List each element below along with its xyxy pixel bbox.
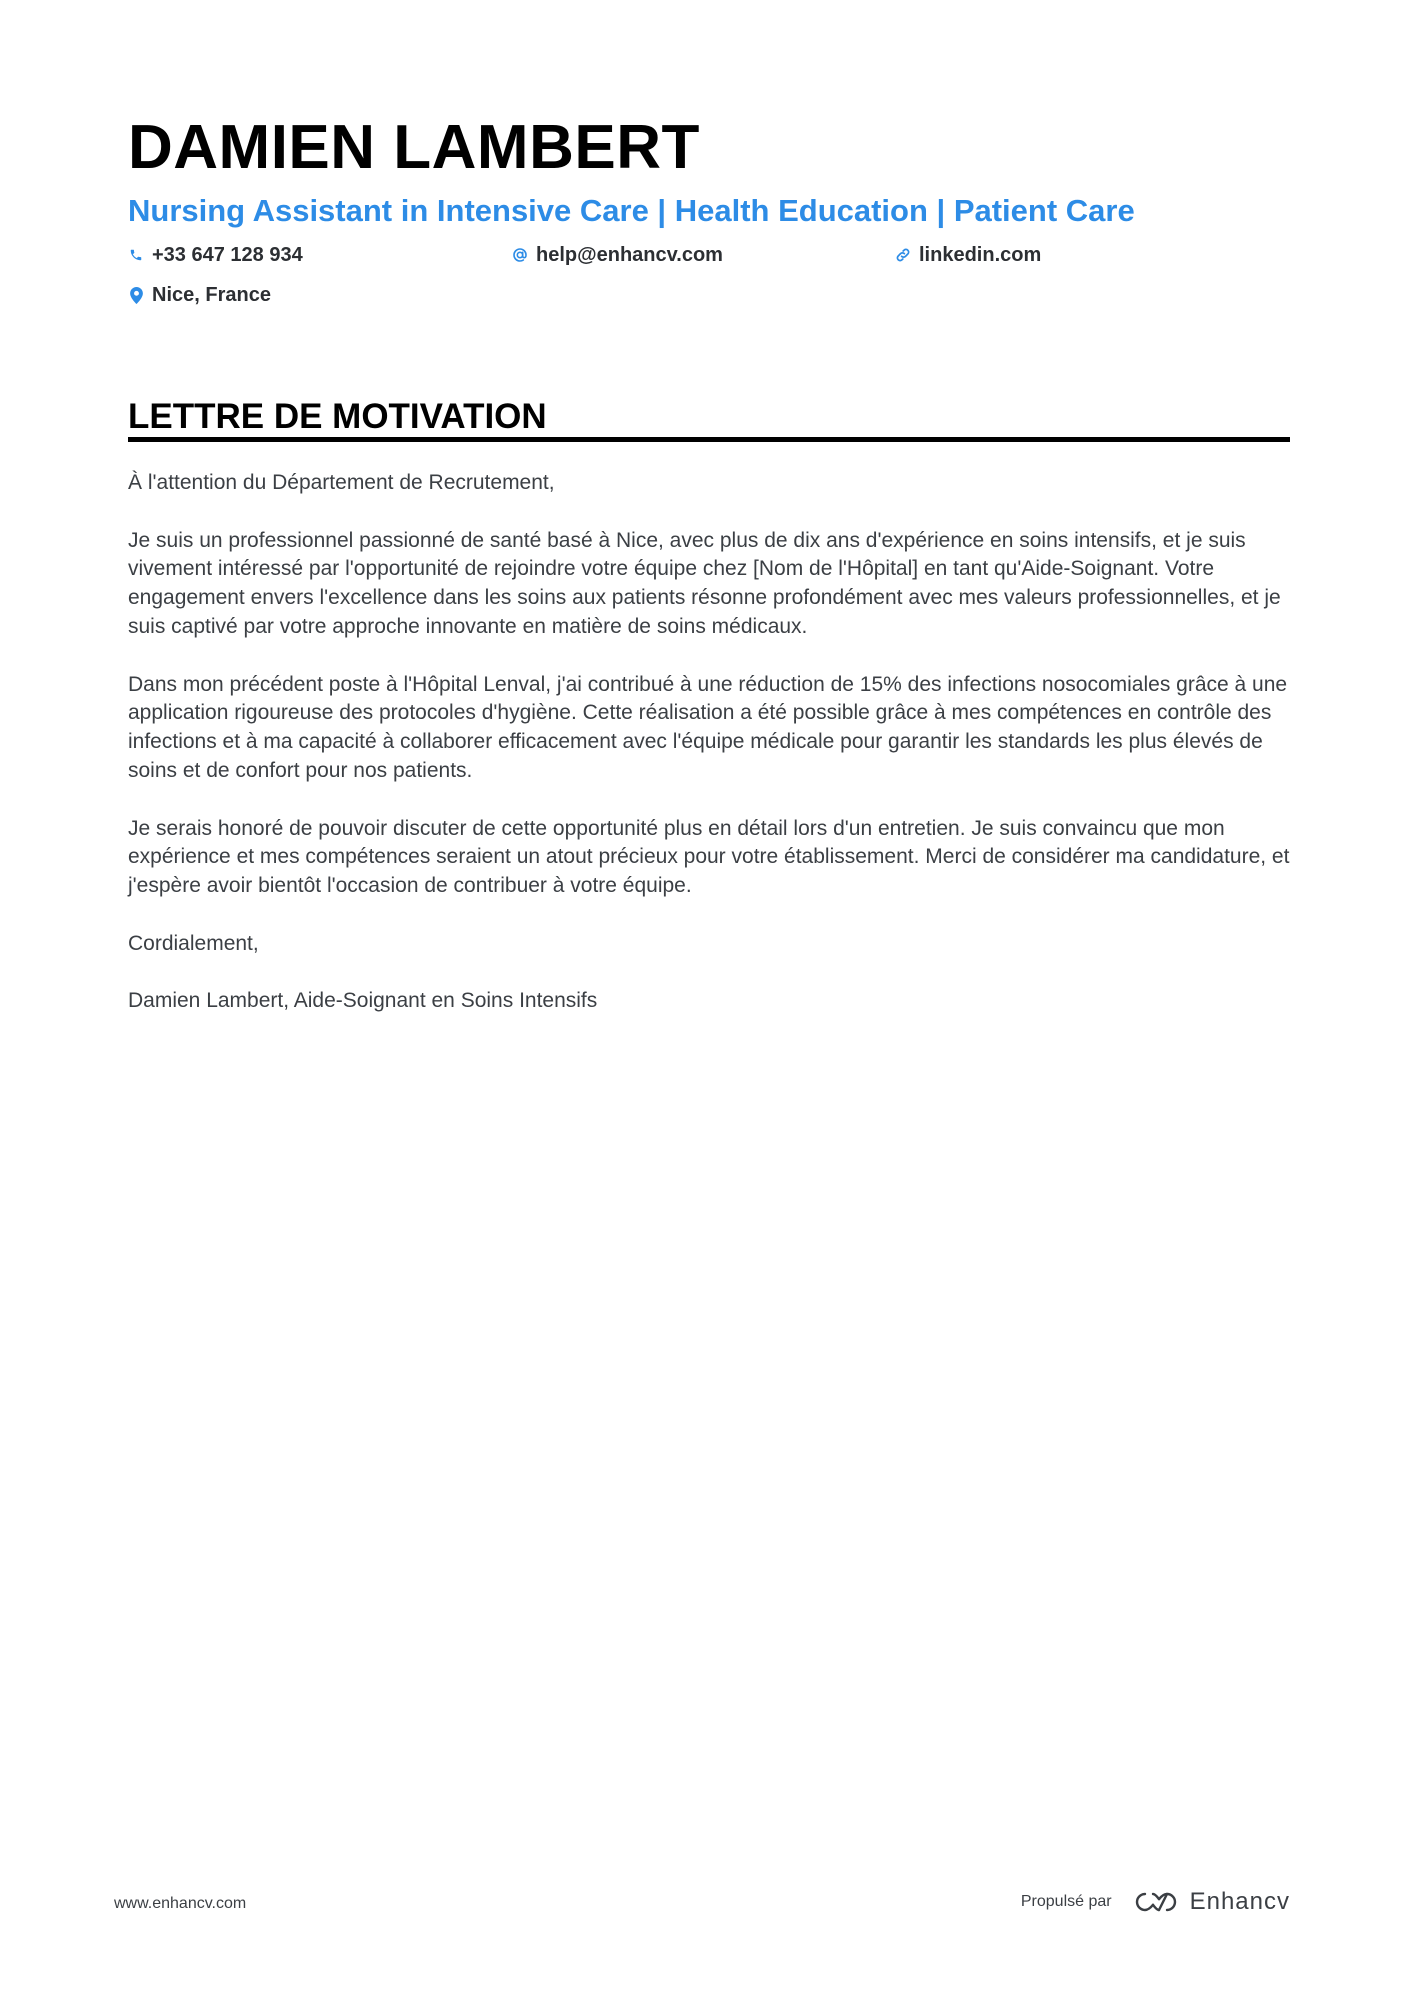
linkedin-text[interactable]: linkedin.com xyxy=(919,244,1042,266)
contact-location xyxy=(128,282,271,308)
phone-text: +33 647 128 934 xyxy=(152,244,303,266)
letter-salutation: À l'attention du Département de Recrutement, xyxy=(128,471,555,494)
section-divider xyxy=(128,437,1290,442)
brand-name: Enhancv xyxy=(1189,1888,1290,1915)
footer-website[interactable]: www.enhancv.com xyxy=(114,1895,247,1912)
letter-paragraph: Je suis un professionnel passionné de santé basé à Nice, avec plus de dix ans d'expérience en soins intensifs, et je suis vivement intéressé par l'opportunité de rejoindre votre équipe chez [Nom de l'Hôpital] en tant qu'Aide-Soignant. Votre engagement envers l'excellence dans les soins aux patients résonne profondément avec mes valeurs professionnelles, et je suis captivé par votre approche innovante en matière de soins médicaux. xyxy=(128,528,1281,638)
powered-by-label: Propulsé par xyxy=(1020,1893,1112,1910)
candidate-name: DAMIEN LAMBERT xyxy=(128,113,700,182)
enhancv-logo-icon xyxy=(1134,1890,1178,1914)
letter-body xyxy=(128,469,1294,1045)
letter-closing: Cordialement, xyxy=(128,931,259,955)
link-icon xyxy=(895,245,911,265)
map-pin-icon xyxy=(128,285,144,305)
location-text: Nice, France xyxy=(152,284,271,306)
letter-paragraph: Dans mon précédent poste à l'Hôpital Lenval, j'ai contribué à une réduction de 15% des infections nosocomiales grâce à une application rigoureuse des protocoles d'hygiène. Cette réalisation a été possible grâce à mes compétences en contrôle des infections et à ma capacité à collaborer efficacement avec l'équipe médicale pour garantir les standards les plus élevés de soins et de confort pour nos patients. xyxy=(128,672,1288,782)
contact-email[interactable] xyxy=(512,242,723,268)
letter-paragraph: Je serais honoré de pouvoir discuter de cette opportunité plus en détail lors d'un entretien. Je suis convaincu que mon expérience et mes compétences seraient un atout précieux pour votre établissement. Merci de considérer ma candidature, et j'espère avoir bientôt l'occasion de contribuer à votre équipe. xyxy=(128,816,1290,898)
email-text[interactable]: help@enhancv.com xyxy=(536,244,723,266)
footer-branding xyxy=(1021,1888,1290,1916)
letter-signature: Damien Lambert, Aide-Soignant en Soins Intensifs xyxy=(128,989,598,1013)
phone-icon xyxy=(128,245,144,265)
contact-phone xyxy=(128,242,303,268)
section-title: LETTRE DE MOTIVATION xyxy=(128,397,547,436)
at-icon xyxy=(512,245,528,265)
contact-linkedin[interactable] xyxy=(895,242,1041,268)
candidate-headline: Nursing Assistant in Intensive Care | Health Education | Patient Care xyxy=(128,193,1135,228)
